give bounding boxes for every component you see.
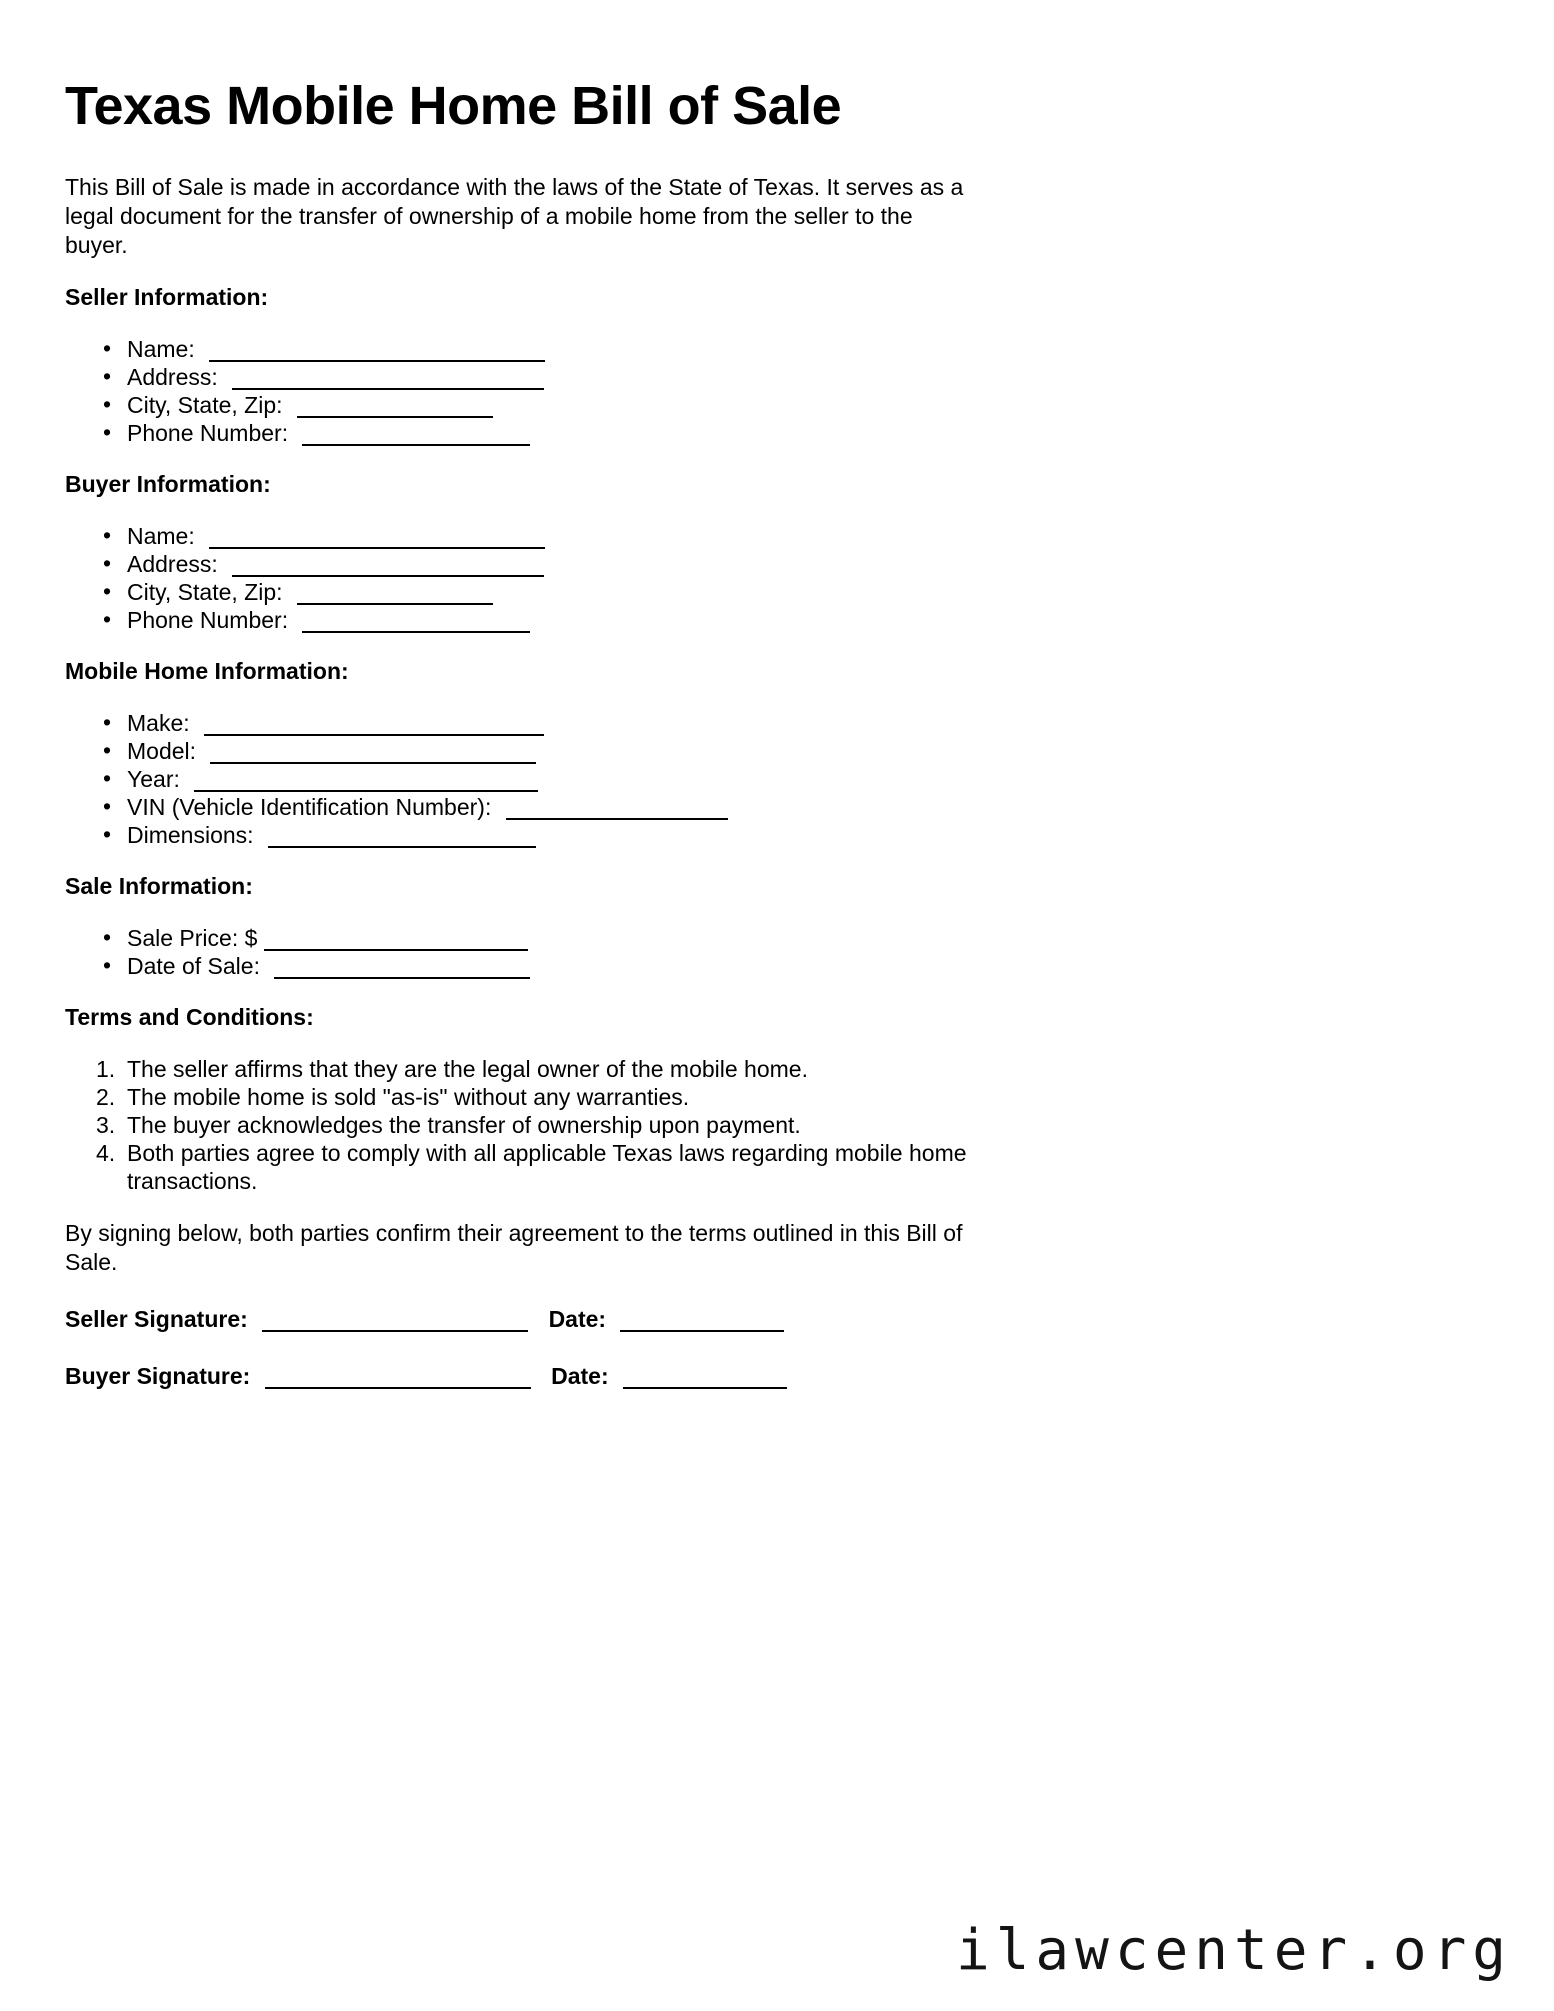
list-item <box>65 737 1200 765</box>
section-heading-buyer: Buyer Information: <box>65 470 271 497</box>
seller-name-label: Name: <box>127 335 195 362</box>
buyer-signature-blank[interactable] <box>265 1367 531 1389</box>
seller-address-label: Address: <box>127 363 218 390</box>
make-blank[interactable] <box>204 714 544 736</box>
seller-fields-list <box>65 335 1200 447</box>
list-item <box>65 709 1200 737</box>
model-blank[interactable] <box>210 742 536 764</box>
seller-date-blank[interactable] <box>620 1310 784 1332</box>
term-item <box>65 1139 1200 1195</box>
seller-name-blank[interactable] <box>209 340 545 362</box>
buyer-date-blank[interactable] <box>623 1367 787 1389</box>
closing-paragraph <box>65 1219 1200 1277</box>
closing-line: Sale. <box>65 1248 118 1275</box>
list-item <box>65 363 1200 391</box>
seller-city-state-zip-label: City, State, Zip: <box>127 391 283 418</box>
year-blank[interactable] <box>194 770 538 792</box>
seller-date-label: Date: <box>548 1305 607 1332</box>
intro-line: legal document for the transfer of ownership of a mobile home from the seller to the <box>65 202 913 229</box>
vin-blank[interactable] <box>506 798 728 820</box>
bullet-icon: • <box>103 605 112 632</box>
year-label: Year: <box>127 765 180 792</box>
term-text: The buyer acknowledges the transfer of ownership upon payment. <box>127 1111 801 1138</box>
bullet-icon: • <box>103 390 112 417</box>
buyer-address-label: Address: <box>127 550 218 577</box>
intro-line: buyer. <box>65 231 128 258</box>
buyer-city-state-zip-blank[interactable] <box>297 583 493 605</box>
closing-line: By signing below, both parties confirm their agreement to the terms outlined in this Bill of <box>65 1219 963 1246</box>
section-heading-terms: Terms and Conditions: <box>65 1003 314 1030</box>
term-item <box>65 1111 1200 1139</box>
buyer-address-blank[interactable] <box>232 555 544 577</box>
section-heading-sale: Sale Information: <box>65 872 253 899</box>
dimensions-label: Dimensions: <box>127 821 254 848</box>
bullet-icon: • <box>103 362 112 389</box>
bullet-icon: • <box>103 736 112 763</box>
buyer-name-label: Name: <box>127 522 195 549</box>
page-title: Texas Mobile Home Bill of Sale <box>65 76 842 136</box>
buyer-phone-label: Phone Number: <box>127 606 289 633</box>
list-item <box>65 419 1200 447</box>
list-item <box>65 335 1200 363</box>
seller-signature-row <box>65 1305 1200 1334</box>
term-item <box>65 1083 1200 1111</box>
term-text: transactions. <box>127 1167 258 1194</box>
bullet-icon: • <box>103 820 112 847</box>
term-text: The mobile home is sold "as-is" without any warranties. <box>127 1083 690 1110</box>
bullet-icon: • <box>103 764 112 791</box>
bullet-icon: • <box>103 418 112 445</box>
seller-phone-label: Phone Number: <box>127 419 289 446</box>
sale-price-label: Sale Price: $ <box>127 924 258 951</box>
intro-line: This Bill of Sale is made in accordance with the laws of the State of Texas. It serves as a <box>65 173 964 200</box>
term-number: 1. <box>96 1055 116 1082</box>
bullet-icon: • <box>103 334 112 361</box>
buyer-phone-blank[interactable] <box>302 611 530 633</box>
sale-fields-list <box>65 924 1200 980</box>
dimensions-blank[interactable] <box>268 826 536 848</box>
buyer-signature-label: Buyer Signature: <box>65 1362 251 1389</box>
make-label: Make: <box>127 709 190 736</box>
list-item <box>65 793 1200 821</box>
intro-paragraph <box>65 173 1200 260</box>
seller-signature-label: Seller Signature: <box>65 1305 248 1332</box>
list-item <box>65 578 1200 606</box>
date-of-sale-blank[interactable] <box>274 957 530 979</box>
list-item <box>65 606 1200 634</box>
term-item <box>65 1055 1200 1083</box>
term-number: 2. <box>96 1083 116 1110</box>
bullet-icon: • <box>103 792 112 819</box>
list-item <box>65 821 1200 849</box>
term-text: Both parties agree to comply with all applicable Texas laws regarding mobile home <box>127 1139 967 1166</box>
list-item <box>65 952 1200 980</box>
site-watermark: ilawcenter.org <box>955 1918 1512 1983</box>
seller-phone-blank[interactable] <box>302 424 530 446</box>
buyer-signature-row <box>65 1362 1200 1391</box>
bullet-icon: • <box>103 923 112 950</box>
section-heading-mobile-home: Mobile Home Information: <box>65 657 349 684</box>
section-heading-seller: Seller Information: <box>65 283 269 310</box>
model-label: Model: <box>127 737 197 764</box>
mobile-home-fields-list <box>65 709 1200 849</box>
list-item <box>65 522 1200 550</box>
seller-signature-blank[interactable] <box>262 1310 528 1332</box>
bullet-icon: • <box>103 951 112 978</box>
bullet-icon: • <box>103 549 112 576</box>
buyer-name-blank[interactable] <box>209 527 545 549</box>
sale-price-blank[interactable] <box>264 929 528 951</box>
bullet-icon: • <box>103 521 112 548</box>
bullet-icon: • <box>103 708 112 735</box>
buyer-date-label: Date: <box>551 1362 609 1389</box>
list-item <box>65 391 1200 419</box>
list-item <box>65 765 1200 793</box>
term-text: The seller affirms that they are the legal owner of the mobile home. <box>127 1055 808 1082</box>
buyer-city-state-zip-label: City, State, Zip: <box>127 578 283 605</box>
list-item <box>65 550 1200 578</box>
seller-city-state-zip-blank[interactable] <box>297 396 493 418</box>
term-number: 4. <box>96 1139 116 1166</box>
buyer-fields-list <box>65 522 1200 634</box>
terms-list <box>65 1055 1200 1195</box>
term-number: 3. <box>96 1111 116 1138</box>
date-of-sale-label: Date of Sale: <box>127 952 260 979</box>
list-item <box>65 924 1200 952</box>
seller-address-blank[interactable] <box>232 368 544 390</box>
bullet-icon: • <box>103 577 112 604</box>
vin-label: VIN (Vehicle Identification Number): <box>127 793 492 820</box>
